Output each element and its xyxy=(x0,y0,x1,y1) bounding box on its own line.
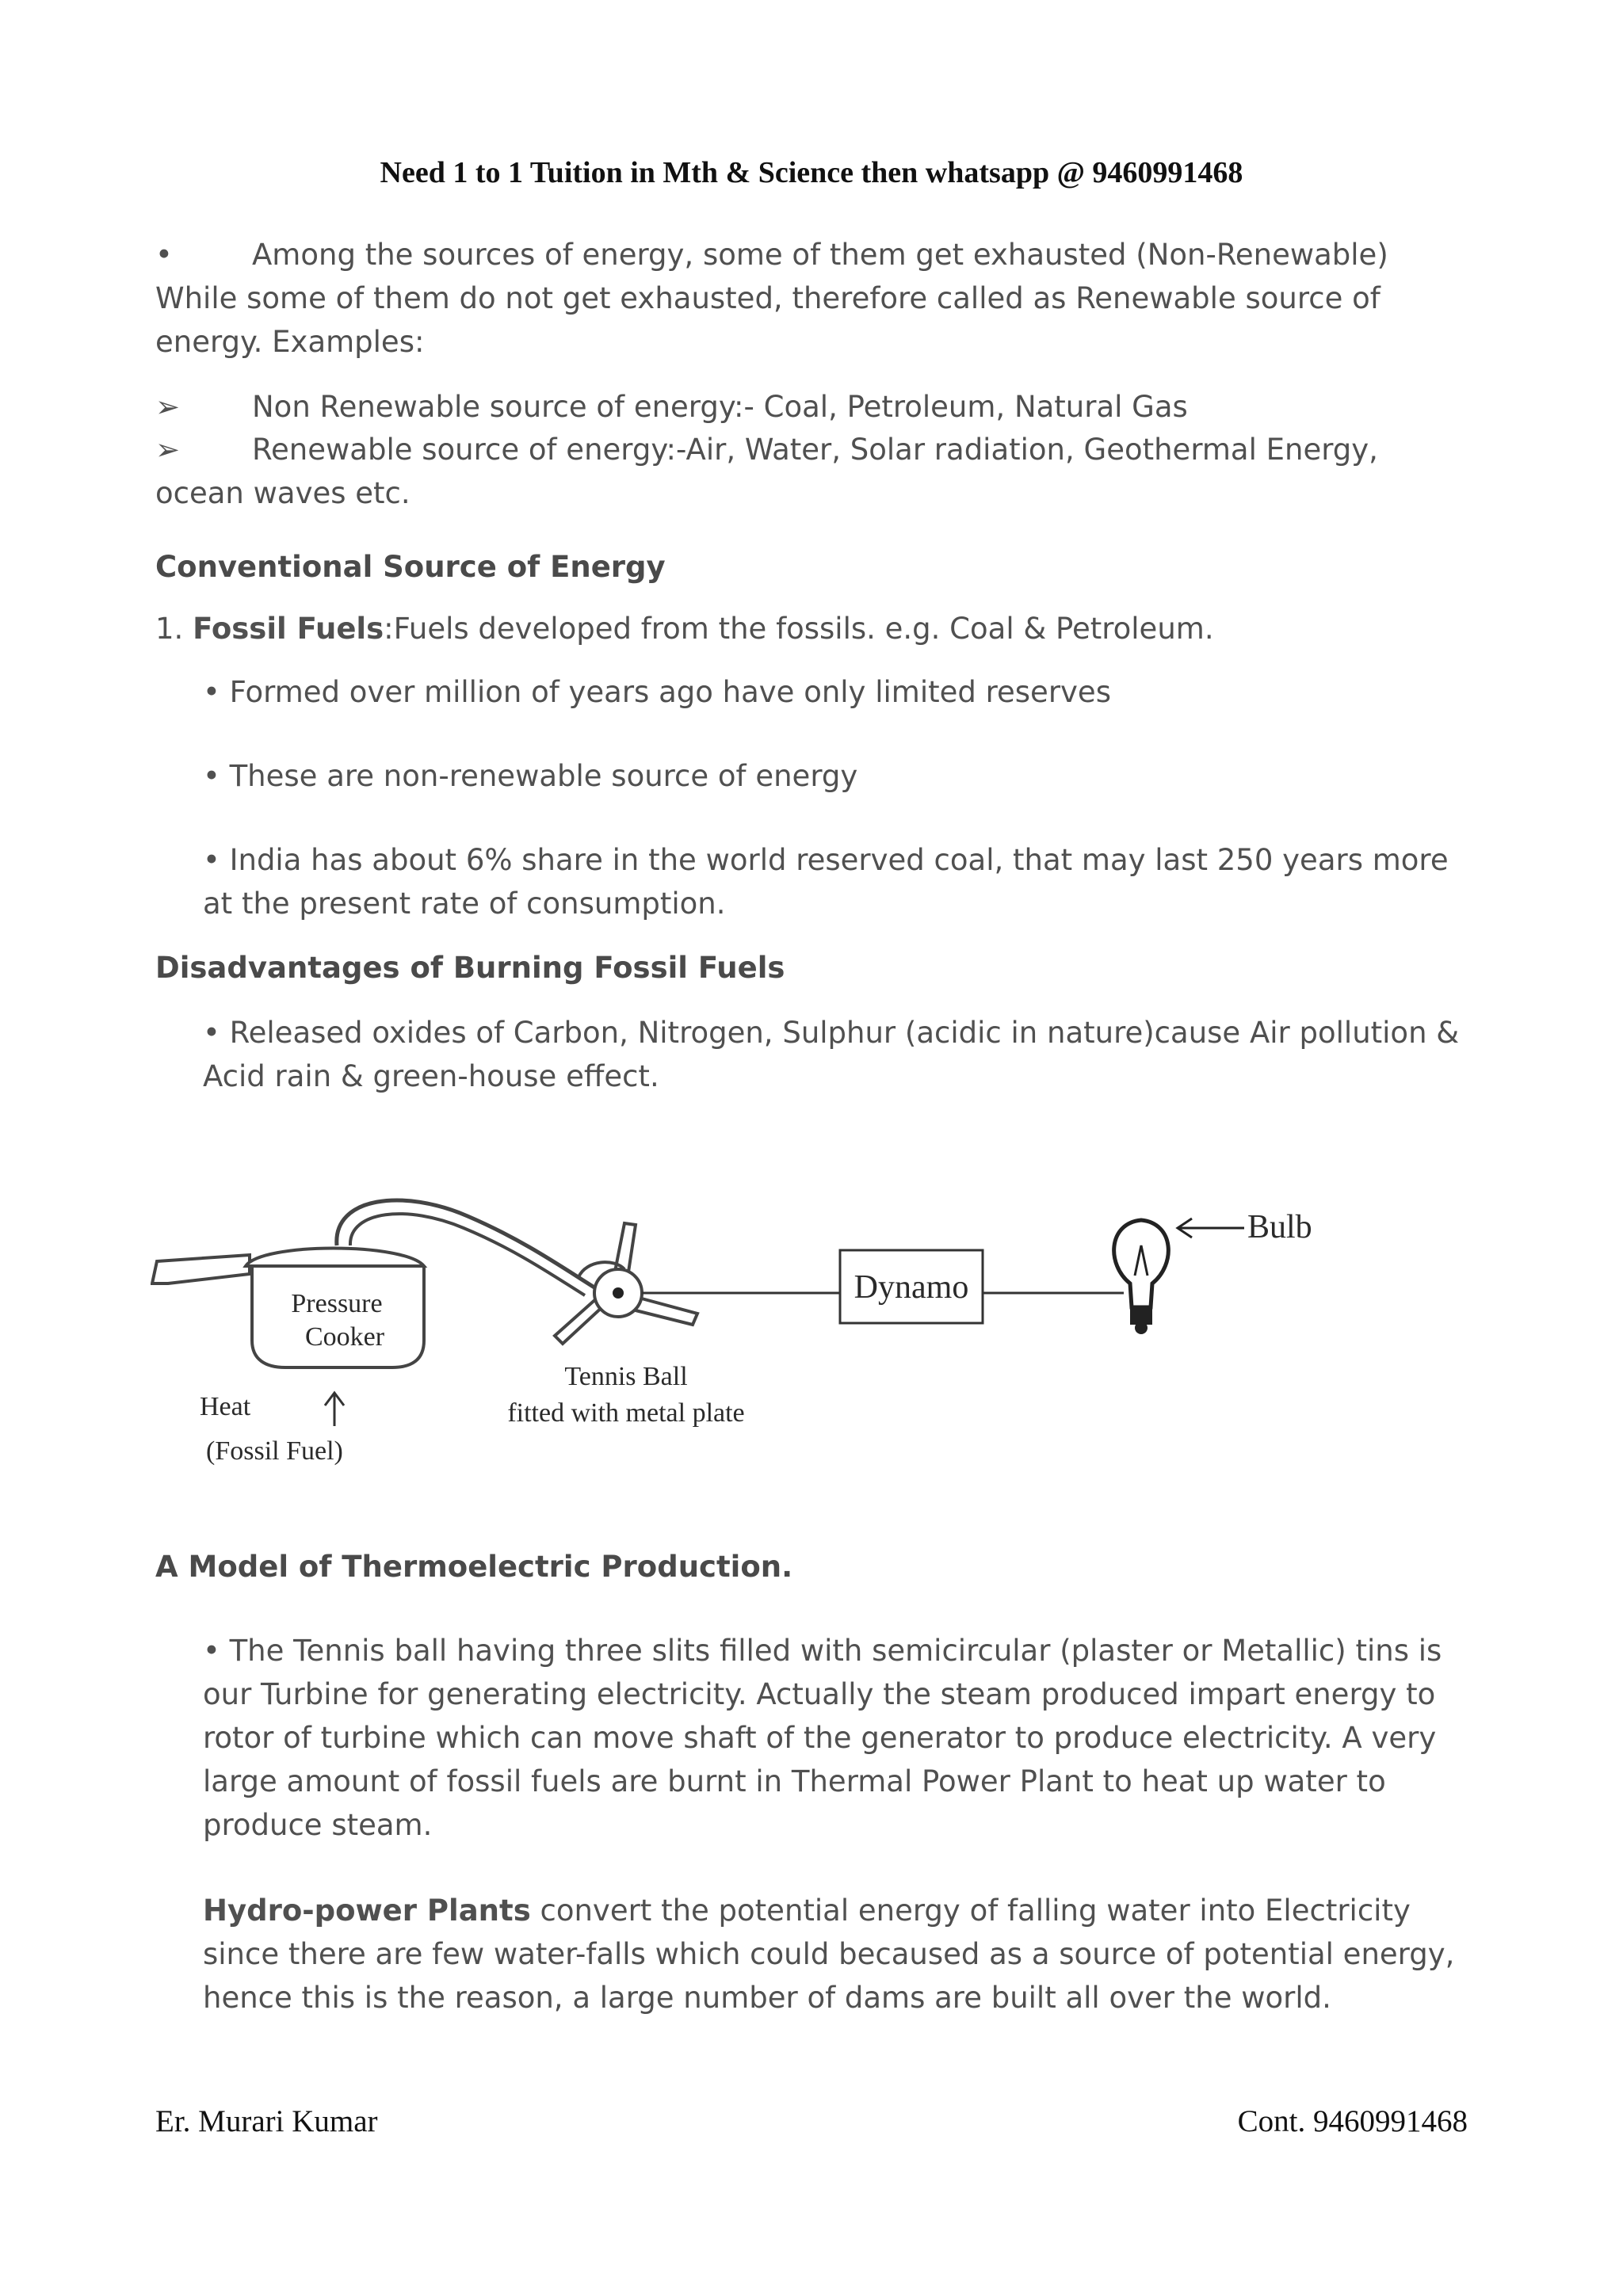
section-heading-model: A Model of Thermoelectric Production. xyxy=(155,1550,793,1584)
hydro-paragraph xyxy=(203,1889,1471,2019)
item-number: 1. xyxy=(155,612,184,646)
dynamo-label: Dynamo xyxy=(854,1269,969,1306)
arrow-bullet-icon: ➢ xyxy=(155,433,181,467)
page-header: Need 1 to 1 Tuition in Mth & Science then whatsapp @ 9460991468 xyxy=(380,156,1243,189)
item-text: :Fuels developed from the fossils. e.g. Coal & Petroleum. xyxy=(384,612,1214,646)
fossil-point-3: • India has about 6% share in the world reserved coal, that may last 250 years more at the present rate of consumption. xyxy=(203,843,1449,921)
disadvantage-point-1: • Released oxides of Carbon, Nitrogen, Sulphur (acidic in nature)cause Air pollution & Acid rain & green-house effect. xyxy=(203,1016,1460,1093)
tennis-label-2: fitted with metal plate xyxy=(507,1398,745,1428)
example-text: Renewable source of energy:-Air, Water, Solar radiation, Geothermal Energy, ocean waves etc. xyxy=(155,433,1378,510)
item-term: Fossil Fuels xyxy=(193,612,384,646)
section-heading-conventional: Conventional Source of Energy xyxy=(155,550,666,584)
section-heading-disadvantages: Disadvantages of Burning Fossil Fuels xyxy=(155,951,785,985)
bulb-icon xyxy=(1114,1220,1169,1334)
cooker-handle xyxy=(152,1255,250,1283)
intro-text: Among the sources of energy, some of them get exhausted (Non-Renewable) While some of them do not get exhausted, therefore called as Renewable source of energy. Examples: xyxy=(155,238,1388,359)
cooker-label-1: Pressure xyxy=(291,1289,383,1318)
arrow-bullet-icon: ➢ xyxy=(155,390,181,424)
footer-author: Er. Murari Kumar xyxy=(155,2104,378,2138)
bullet-marker: • xyxy=(155,238,173,272)
fossil-point-2: • These are non-renewable source of energy xyxy=(203,759,858,793)
heat-label: Heat xyxy=(200,1392,251,1421)
fossil-point-1: • Formed over million of years ago have only limited reserves xyxy=(203,675,1111,709)
cooker-lid xyxy=(246,1249,424,1267)
turbine-paragraph: • The Tennis ball having three slits filled with semicircular (plaster or Metallic) tins is our Turbine for generating electricity. Actually the steam produced impart energy to rotor of turbine which can move shaft of the generator to produce electricity. A very large amount of fossil fuels are burnt in Thermal Power Plant to heat up water to produce steam. xyxy=(203,1634,1442,1842)
tennis-label-1: Tennis Ball xyxy=(564,1362,688,1391)
intro-paragraph xyxy=(155,233,1471,364)
fossil-fuels-item xyxy=(155,607,1471,650)
bulb-label: Bulb xyxy=(1247,1209,1312,1245)
hydro-term: Hydro-power Plants xyxy=(203,1894,531,1928)
example-text: Non Renewable source of energy:- Coal, Petroleum, Natural Gas xyxy=(252,390,1188,424)
thermoelectric-diagram xyxy=(151,1157,1339,1489)
turbine-icon xyxy=(555,1223,697,1344)
footer-contact: Cont. 9460991468 xyxy=(1237,2104,1468,2138)
cooker-label-2: Cooker xyxy=(304,1322,385,1352)
fuel-label: (Fossil Fuel) xyxy=(206,1436,343,1466)
example-nonrenewable xyxy=(155,385,1471,429)
hydro-text: convert the potential energy of falling water into Electricity since there are few water-falls which could becaused as a source of potential energy, hence this is the reason, a large number of dams are built all over the world. xyxy=(203,1894,1455,2015)
example-renewable xyxy=(155,428,1471,515)
